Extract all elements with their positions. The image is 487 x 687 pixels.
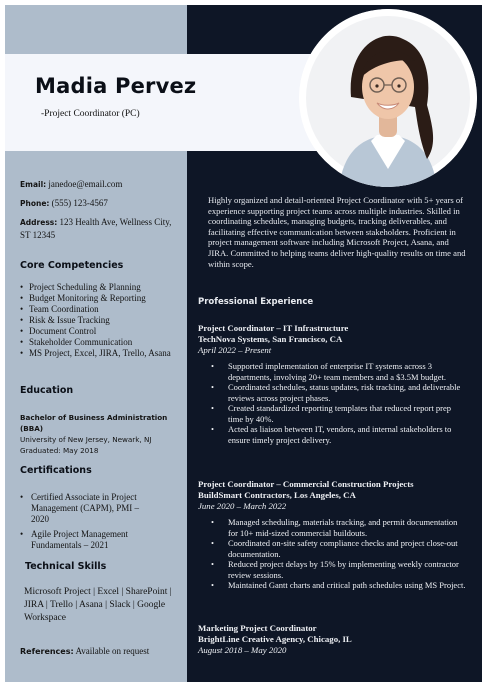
- job-entry: [198, 323, 478, 445]
- list-item: • Team Coordination: [20, 304, 180, 315]
- list-item: • Stakeholder Communication: [20, 337, 180, 348]
- profile-photo: [299, 9, 477, 187]
- references-label: References:: [20, 647, 74, 656]
- list-item: • Created standardized reporting templates that reduced report prep time by 40%.: [211, 403, 466, 424]
- candidate-name: Madia Pervez: [35, 74, 197, 98]
- certifications-heading: Certifications: [20, 465, 92, 476]
- skills-heading: Technical Skills: [25, 561, 107, 572]
- candidate-title: -Project Coordinator (PC): [41, 109, 140, 119]
- phone-value: (555) 123-4567: [51, 198, 108, 208]
- contact-email-row: [20, 178, 180, 191]
- job-entry: [198, 623, 478, 656]
- list-item: • Document Control: [20, 326, 180, 337]
- name-band: [5, 54, 317, 151]
- professional-summary: Highly organized and detail-oriented Project Coordinator with 5+ years of experience supporting project teams across multiple industries. Skilled in coordinating schedules, managing budgets, tracking deliverables, and facilitating effective communication between stakeholders. Proficient in project management software including Microsoft Project, Asana, and JIRA. Committed to helping teams deliver high-quality results on time and within scope.: [208, 195, 466, 269]
- job-company: BrightLine Creative Agency, Chicago, IL: [198, 634, 352, 644]
- resume-page: [5, 5, 482, 682]
- job-company: BuildSmart Contractors, Los Angeles, CA: [198, 490, 356, 500]
- contact-phone-row: [20, 197, 180, 210]
- address-value: 123 Health Ave, Wellness City, ST 12345: [20, 217, 172, 240]
- job-dates: April 2022 – Present: [198, 345, 272, 355]
- education-graduated: Graduated: May 2018: [20, 446, 99, 455]
- job-company: TechNova Systems, San Francisco, CA: [198, 334, 343, 344]
- job-title: Project Coordinator – IT Infrastructure: [198, 323, 349, 333]
- email-label: Email:: [20, 180, 47, 189]
- list-item: • Agile Project Management Fundamentals – 2021: [20, 529, 158, 551]
- job-title: Marketing Project Coordinator: [198, 623, 317, 633]
- list-item: • Managed scheduling, materials tracking, and permit documentation for 10+ mid-sized commercial buildouts.: [211, 517, 466, 538]
- list-item: • Coordinated on-site safety compliance checks and project close-out documentation.: [211, 538, 466, 559]
- list-item: • Supported implementation of enterprise IT systems across 3 departments, involving 20+ team members and a $3.5M budget.: [211, 361, 466, 382]
- list-item: • Certified Associate in Project Management (CAPM), PMI – 2020: [20, 492, 158, 525]
- list-item: • Risk & Issue Tracking: [20, 315, 180, 326]
- skills-text: Microsoft Project | Excel | SharePoint | JIRA | Trello | Asana | Slack | Google Workspace: [24, 587, 172, 623]
- competencies-list: [20, 282, 180, 359]
- job-bullets: [211, 361, 466, 445]
- references-value: Available on request: [75, 646, 150, 656]
- education-heading: Education: [20, 385, 74, 396]
- job-dates: June 2020 – March 2022: [198, 501, 287, 511]
- job-title: Project Coordinator – Commercial Construction Projects: [198, 479, 414, 489]
- job-entry: [198, 479, 478, 591]
- job-dates: August 2018 – May 2020: [198, 645, 287, 655]
- contact-address-row: [20, 216, 180, 241]
- profile-portrait-image: [299, 9, 477, 187]
- job-bullets: [211, 517, 466, 591]
- contact-block: [20, 178, 180, 247]
- list-item: • Coordinated schedules, status updates, risk tracking, and deliverable reviews across project phases.: [211, 382, 466, 403]
- list-item: • Acted as liaison between IT, vendors, and internal stakeholders to ensure timely project delivery.: [211, 424, 466, 445]
- list-item: • Reduced project delays by 15% by implementing weekly contractor review sessions.: [211, 559, 466, 580]
- list-item: • MS Project, Excel, JIRA, Trello, Asana: [20, 348, 180, 359]
- education-block: [20, 412, 180, 456]
- education-degree: Bachelor of Business Administration (BBA): [20, 413, 168, 433]
- list-item: • Project Scheduling & Planning: [20, 282, 180, 293]
- phone-label: Phone:: [20, 199, 50, 208]
- list-item: • Budget Monitoring & Reporting: [20, 293, 180, 304]
- list-item: • Maintained Gantt charts and critical path schedules using MS Project.: [211, 580, 466, 591]
- address-label: Address:: [20, 218, 58, 227]
- certifications-list: [20, 492, 158, 551]
- email-value: janedoe@email.com: [48, 179, 123, 189]
- competencies-heading: Core Competencies: [20, 260, 124, 271]
- references-line: [20, 646, 149, 656]
- education-school: University of New Jersey, Newark, NJ: [20, 435, 152, 444]
- experience-heading: Professional Experience: [198, 297, 314, 307]
